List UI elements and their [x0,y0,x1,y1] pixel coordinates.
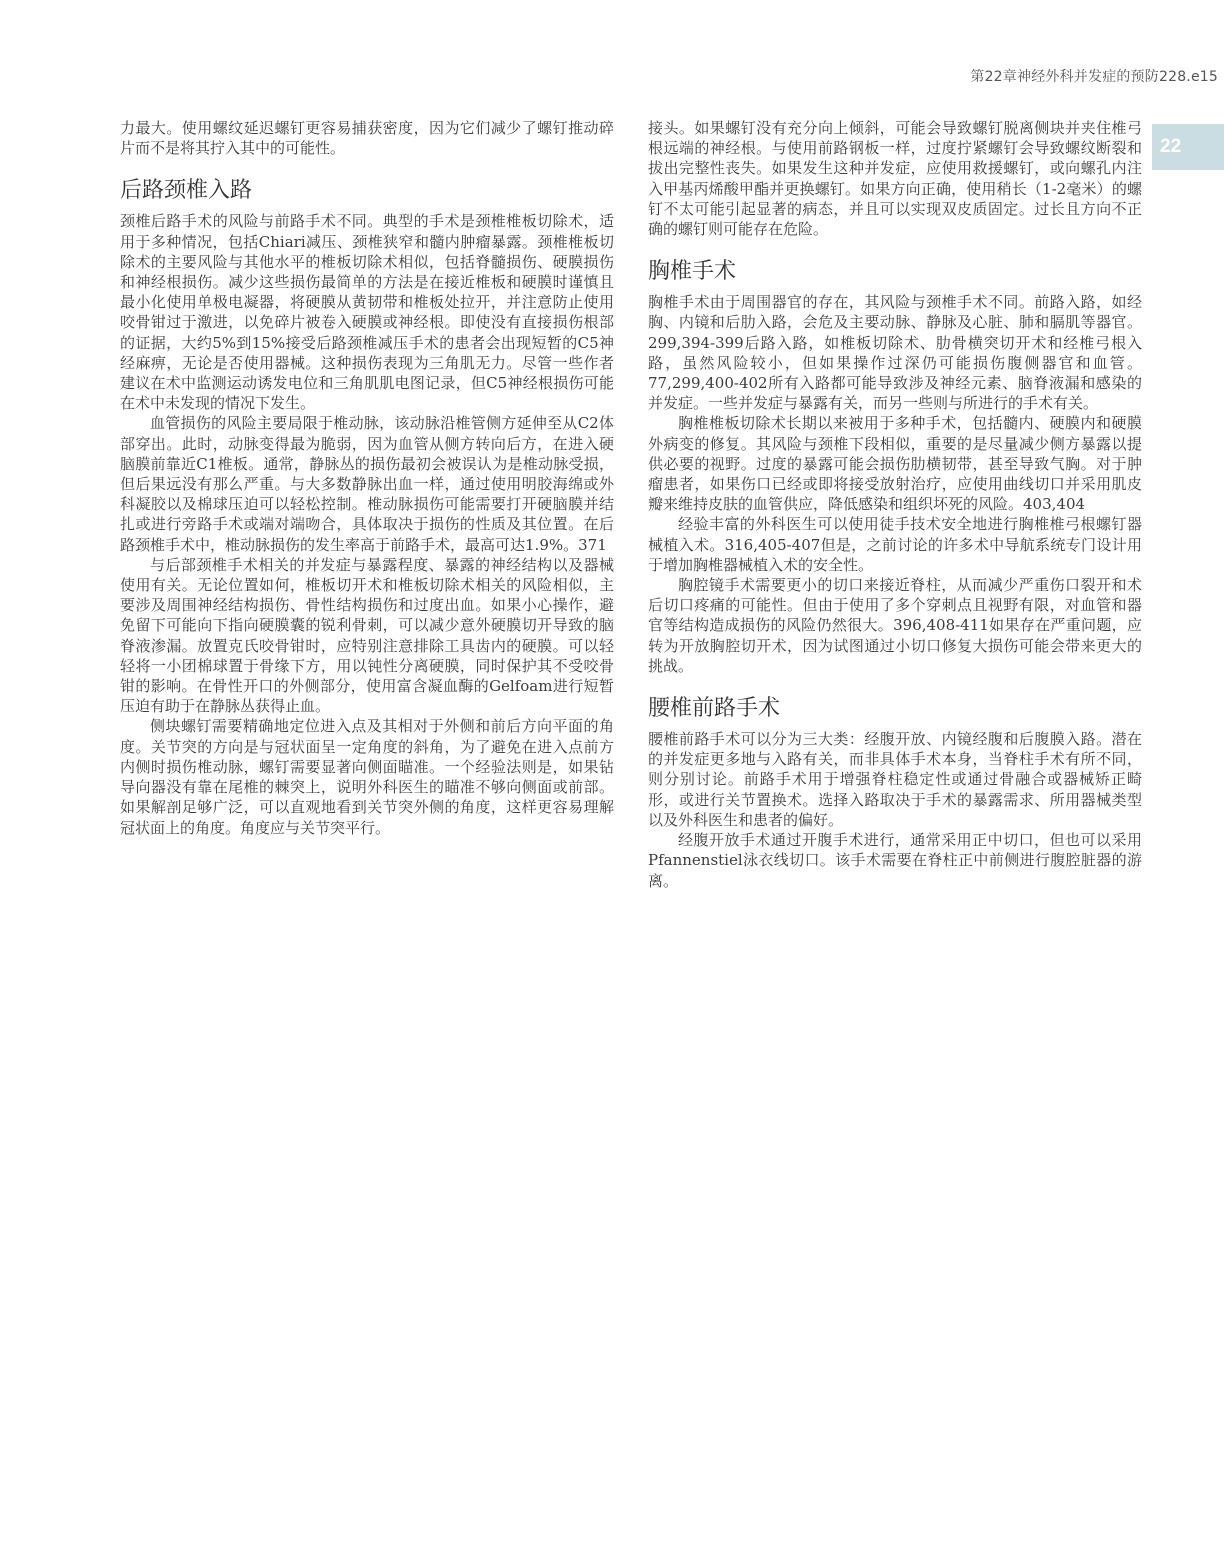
paragraph: 胸腔镜手术需要更小的切口来接近脊柱，从而减少严重伤口裂开和术后切口疼痛的可能性。但由于使用了多个穿刺点且视野有限，对血管和器官等结构造成损伤的风险仍然很大。396,408-411如果存在严重问题，应转为开放胸腔切开术，因为试图通过小切口修复大损伤可能会带来更大的挑战。 [648,576,1142,675]
paragraph: 腰椎前路手术可以分为三大类：经腹开放、内镜经腹和后腹膜入路。潜在的并发症更多地与入路有关，而非具体手术本身，当脊柱手术有所不同，则分别讨论。前路手术用于增强脊柱稳定性或通过骨融合或器械矫正畸形，或进行关节置换术。选择入路取决于手术的暴露需求、所用器械类型以及外科医生和患者的偏好。 [648,730,1142,829]
running-header: 第22章神经外科并发症的预防228.e15 [970,69,1218,85]
paragraph: 与后部颈椎手术相关的并发症与暴露程度、暴露的神经结构以及器械使用有关。无论位置如何，椎板切开术和椎板切除术相关的风险相似，主要涉及周围神经结构损伤、骨性结构损伤和过度出血。如果小心操作，避免留下可能向下指向硬膜囊的锐利骨刺，可以减少意外硬膜切开导致的脑脊液渗漏。放置克氏咬骨钳时，应特别注意排除工具齿内的硬膜。可以轻轻将一小团棉球置于骨缘下方，用以钝性分离硬膜，同时保护其不受咬骨钳的影响。在骨性开口的外侧部分，使用富含凝血酶的Gelfoam进行短暂压迫有助于在静脉丛获得止血。 [120,555,614,716]
section-heading-thoracic: 胸椎手术 [648,259,737,285]
section-heading-posterior-cervical: 后路颈椎入路 [120,178,253,204]
paragraph: 经验丰富的外科医生可以使用徒手技术安全地进行胸椎椎弓根螺钉器械植入术。316,405-407但是，之前讨论的许多术中导航系统专门设计用于增加胸椎器械植入术的安全性。 [648,515,1142,574]
paragraph: 经腹开放手术通过开腹手术进行，通常采用正中切口，但也可以采用Pfannenstiel泳衣线切口。该手术需要在脊柱正中前侧进行腹腔脏器的游离。 [648,831,1142,890]
paragraph: 血管损伤的风险主要局限于椎动脉，该动脉沿椎管侧方延伸至从C2体部穿出。此时，动脉变得最为脆弱，因为血管从侧方转向后方，在进入硬脑膜前靠近C1椎板。通常，静脉丛的损伤最初会被误认为是椎动脉受损，但后果远没有那么严重。与大多数静脉出血一样，通过使用明胶海绵或外科凝胶以及棉球压迫可以轻松控制。椎动脉损伤可能需要打开硬脑膜并结扎或进行旁路手术或端对端吻合，具体取决于损伤的性质及其位置。在后路颈椎手术中，椎动脉损伤的发生率高于前路手术，最高可达1.9%。371 [120,414,614,554]
paragraph: 胸椎椎板切除术长期以来被用于多种手术，包括髓内、硬膜内和硬膜外病变的修复。其风险与颈椎下段相似，重要的是尽量减少侧方暴露以提供必要的视野。过度的暴露可能会损伤肋横韧带，甚至导致气胸。对于肿瘤患者，如果伤口已经或即将接受放射治疗，应使用曲线切口并采用肌皮瓣来维持皮肤的血管供应，降低感染和组织坏死的风险。403,404 [648,414,1142,514]
paragraph: 力最大。使用螺纹延迟螺钉更容易捕获密度，因为它们减少了螺钉推动碎片而不是将其拧入其中的可能性。 [120,119,614,158]
left-column [120,118,614,838]
chapter-tab: 22 [1152,124,1224,170]
right-column [648,118,1142,891]
paragraph: 侧块螺钉需要精确地定位进入点及其相对于外侧和前后方向平面的角度。关节突的方向是与冠状面呈一定角度的斜角，为了避免在进入点前方内侧时损伤椎动脉，螺钉需要显著向侧面瞄准。一个经验法则是，如果钻导向器没有靠在尾椎的棘突上，说明外科医生的瞄准不够向侧面或前部。如果解剖足够广泛，可以直观地看到关节突外侧的角度，这样更容易理解冠状面上的角度。角度应与关节突平行。 [120,717,614,837]
paragraph: 胸椎手术由于周围器官的存在，其风险与颈椎手术不同。前路入路，如经胸、内镜和后肋入路，会危及主要动脉、静脉及心脏、肺和膈肌等器官。299,394-399后路入路，如椎板切除术、肋骨横突切开术和经椎弓根入路，虽然风险较小，但如果操作过深仍可能损伤腹侧器官和血管。77,299,400-402所有入路都可能导致涉及神经元素、脑脊液漏和感染的并发症。一些并发症与暴露有关，而另一些则与所进行的手术有关。 [648,293,1142,413]
paragraph: 颈椎后路手术的风险与前路手术不同。典型的手术是颈椎椎板切除术，适用于多种情况，包括Chiari减压、颈椎狭窄和髓内肿瘤暴露。颈椎椎板切除术的主要风险与其他水平的椎板切除术相似，包括脊髓损伤、硬膜损伤和神经根损伤。减少这些损伤最简单的方法是在接近椎板和硬膜时谨慎且最小化使用单极电凝器，将硬膜从黄韧带和椎板处拉开，并注意防止使用咬骨钳过于激进，以免碎片被卷入硬膜或神经根。即使没有直接损伤根部的证据，大约5%到15%接受后路颈椎减压手术的患者会出现短暂的C5神经麻痹，无论是否使用器械。这种损伤表现为三角肌无力。尽管一些作者建议在术中监测运动诱发电位和三角肌肌电图记录，但C5神经根损伤可能在术中未发现的情况下发生。 [120,212,614,413]
section-heading-lumbar-anterior: 腰椎前路手术 [648,696,781,722]
paragraph: 接头。如果螺钉没有充分向上倾斜，可能会导致螺钉脱离侧块并夹住椎弓根远端的神经根。与使用前路钢板一样，过度拧紧螺钉会导致螺纹断裂和拔出完整性丧失。如果发生这种并发症，应使用救援螺钉，或向螺孔内注入甲基丙烯酸甲酯并更换螺钉。如果方向正确，使用稍长（1-2毫米）的螺钉不太可能引起显著的病态，并且可以实现双皮质固定。过长且方向不正确的螺钉则可能存在危险。 [648,119,1142,239]
